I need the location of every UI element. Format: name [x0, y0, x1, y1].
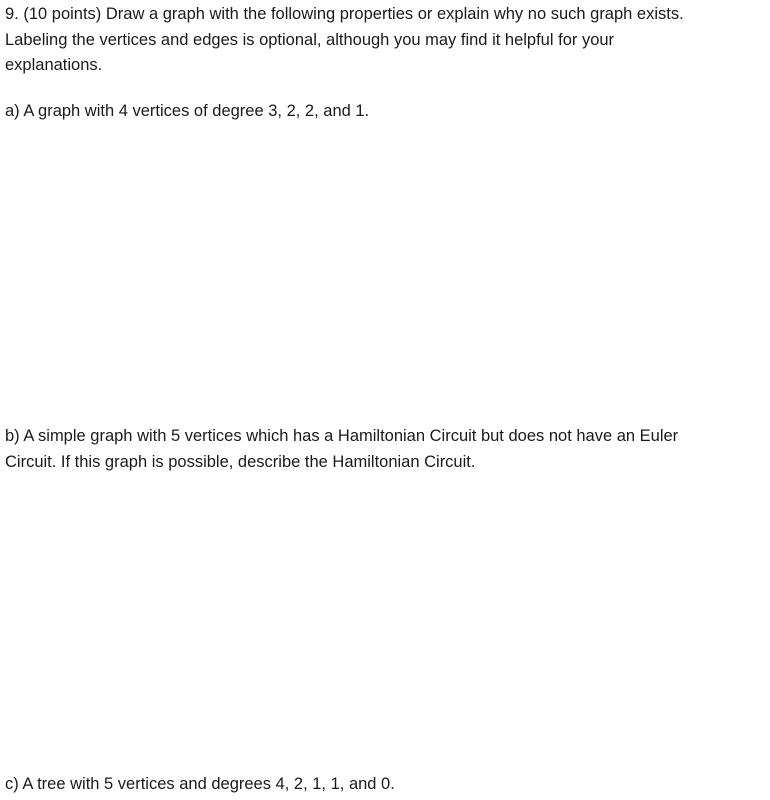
question-prompt-line: explanations. [5, 56, 103, 74]
part-a-line: a) A graph with 4 vertices of degree 3, 2, 2, and 1. [5, 102, 370, 120]
question-prompt-line: 9. (10 points) Draw a graph with the following properties or explain why no such graph exists. [5, 5, 684, 23]
question-prompt-line: Labeling the vertices and edges is optional, although you may find it helpful for your [5, 30, 615, 49]
question-prompt [5, 2, 767, 79]
part-a-prompt [5, 99, 767, 125]
part-c-prompt [5, 772, 767, 798]
part-b-line: Circuit. If this graph is possible, describe the Hamiltonian Circuit. [5, 452, 476, 471]
part-b-prompt [5, 424, 767, 475]
part-c-line: c) A tree with 5 vertices and degrees 4, 2, 1, 1, and 0. [5, 775, 395, 793]
part-b-line: b) A simple graph with 5 vertices which has a Hamiltonian Circuit but does not have an Euler [5, 427, 679, 445]
